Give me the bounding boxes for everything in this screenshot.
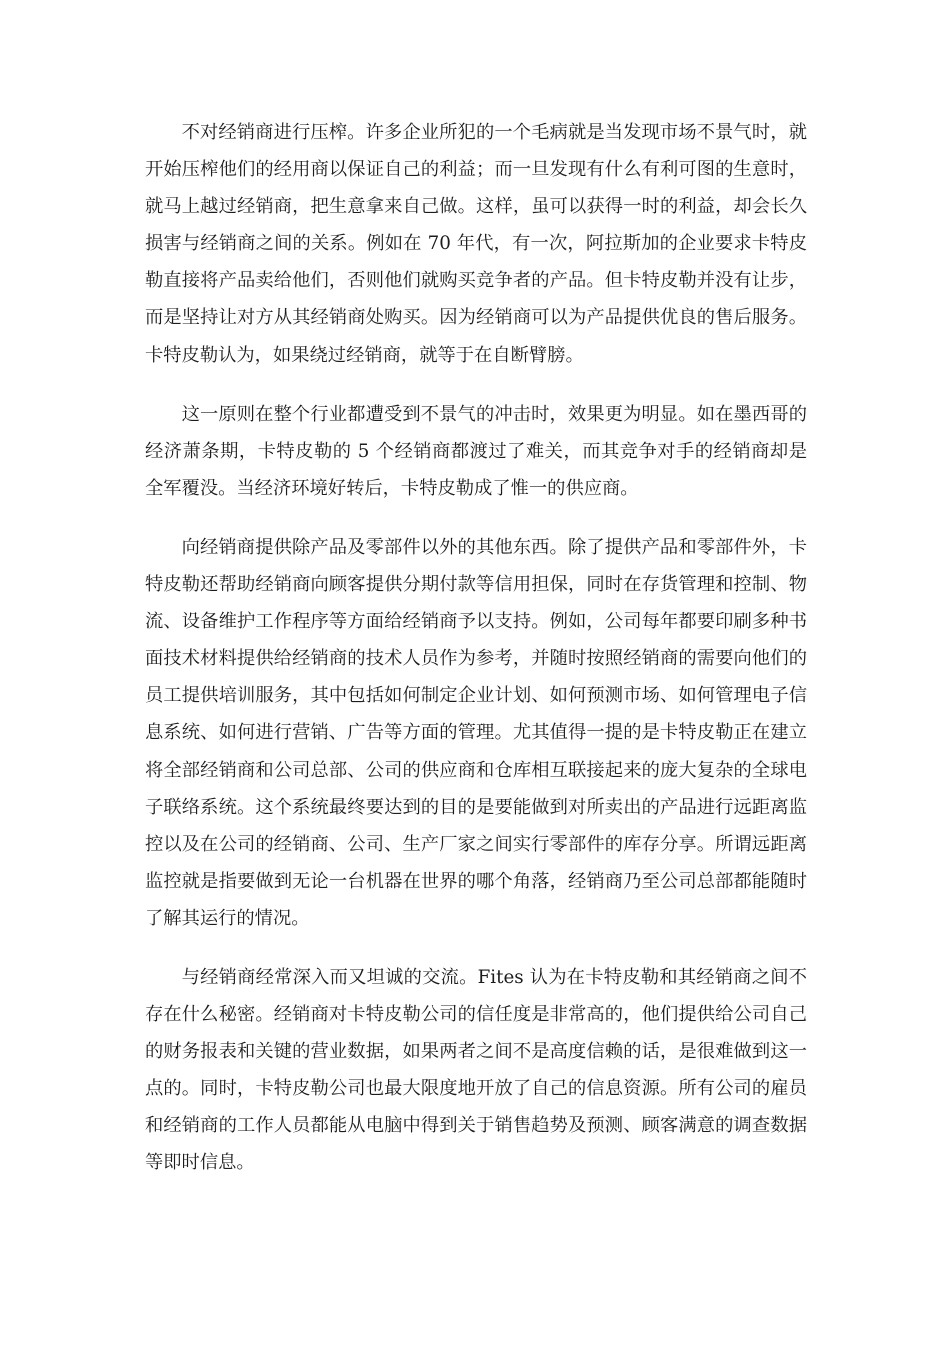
paragraph-dealer-no-squeeze: 不对经销商进行压榨。许多企业所犯的一个毛病就是当发现市场不景气时，就开始压榨他们的经用商以保证自己的利益；而一旦发现有什么有利可图的生意时，就马上越过经销商，把生意拿来自己做。这样，虽可以获得一时的利益，却会长久损害与经销商之间的关系。例如在 70 年代，有一次，阿拉斯加的企业要求卡特皮勒直接将产品卖给他们，否则他们就购买竞争者的产品。但卡特皮勒并没有让步，而是坚持让对方从其经销商处购买。因为经销商可以为产品提供优良的售后服务。卡特皮勒认为，如果绕过经销商，就等于在自断臂膀。 — [145, 122, 807, 366]
paragraph-open-communication: 与经销商经常深入而又坦诚的交流。Fites 认为在卡特皮勒和其经销商之间不存在什么秘密。经销商对卡特皮勒公司的信任度是非常高的，他们提供给公司自己的财务报表和关键的营业数据，如果两者之间不是高度信赖的话，是很难做到这一点的。同时，卡特皮勒公司也最大限度地开放了自己的信息资源。所有公司的雇员和经销商的工作人员都能从电脑中得到关于销售趋势及预测、顾客满意的调查数据等即时信息。 — [145, 966, 807, 1174]
document-body — [145, 114, 807, 1204]
paragraph-beyond-products: 向经销商提供除产品及零部件以外的其他东西。除了提供产品和零部件外，卡特皮勒还帮助经销商向顾客提供分期付款等信用担保，同时在存货管理和控制、物流、设备维护工作程序等方面给经销商予以支持。例如，公司每年都要印刷多种书面技术材料提供给经销商的技术人员作为参考，并随时按照经销商的需要向他们的员工提供培训服务，其中包括如何制定企业计划、如何预测市场、如何管理电子信息系统、如何进行营销、广告等方面的管理。尤其值得一提的是卡特皮勒正在建立将全部经销商和公司总部、公司的供应商和仓库相互联接起来的庞大复杂的全球电子联络系统。这个系统最终要达到的目的是要能做到对所卖出的产品进行远距离监控以及在公司的经销商、公司、生产厂家之间实行零部件的库存分享。所谓远距离监控就是指要做到无论一台机器在世界的哪个角落，经销商乃至公司总部都能随时了解其运行的情况。 — [145, 536, 807, 929]
paragraph-downturn-effect: 这一原则在整个行业都遭受到不景气的冲击时，效果更为明显。如在墨西哥的经济萧条期，卡特皮勒的 5 个经销商都渡过了难关，而其竞争对手的经销商却是全军覆没。当经济环境好转后，卡特皮勒成了惟一的供应商。 — [145, 403, 807, 499]
